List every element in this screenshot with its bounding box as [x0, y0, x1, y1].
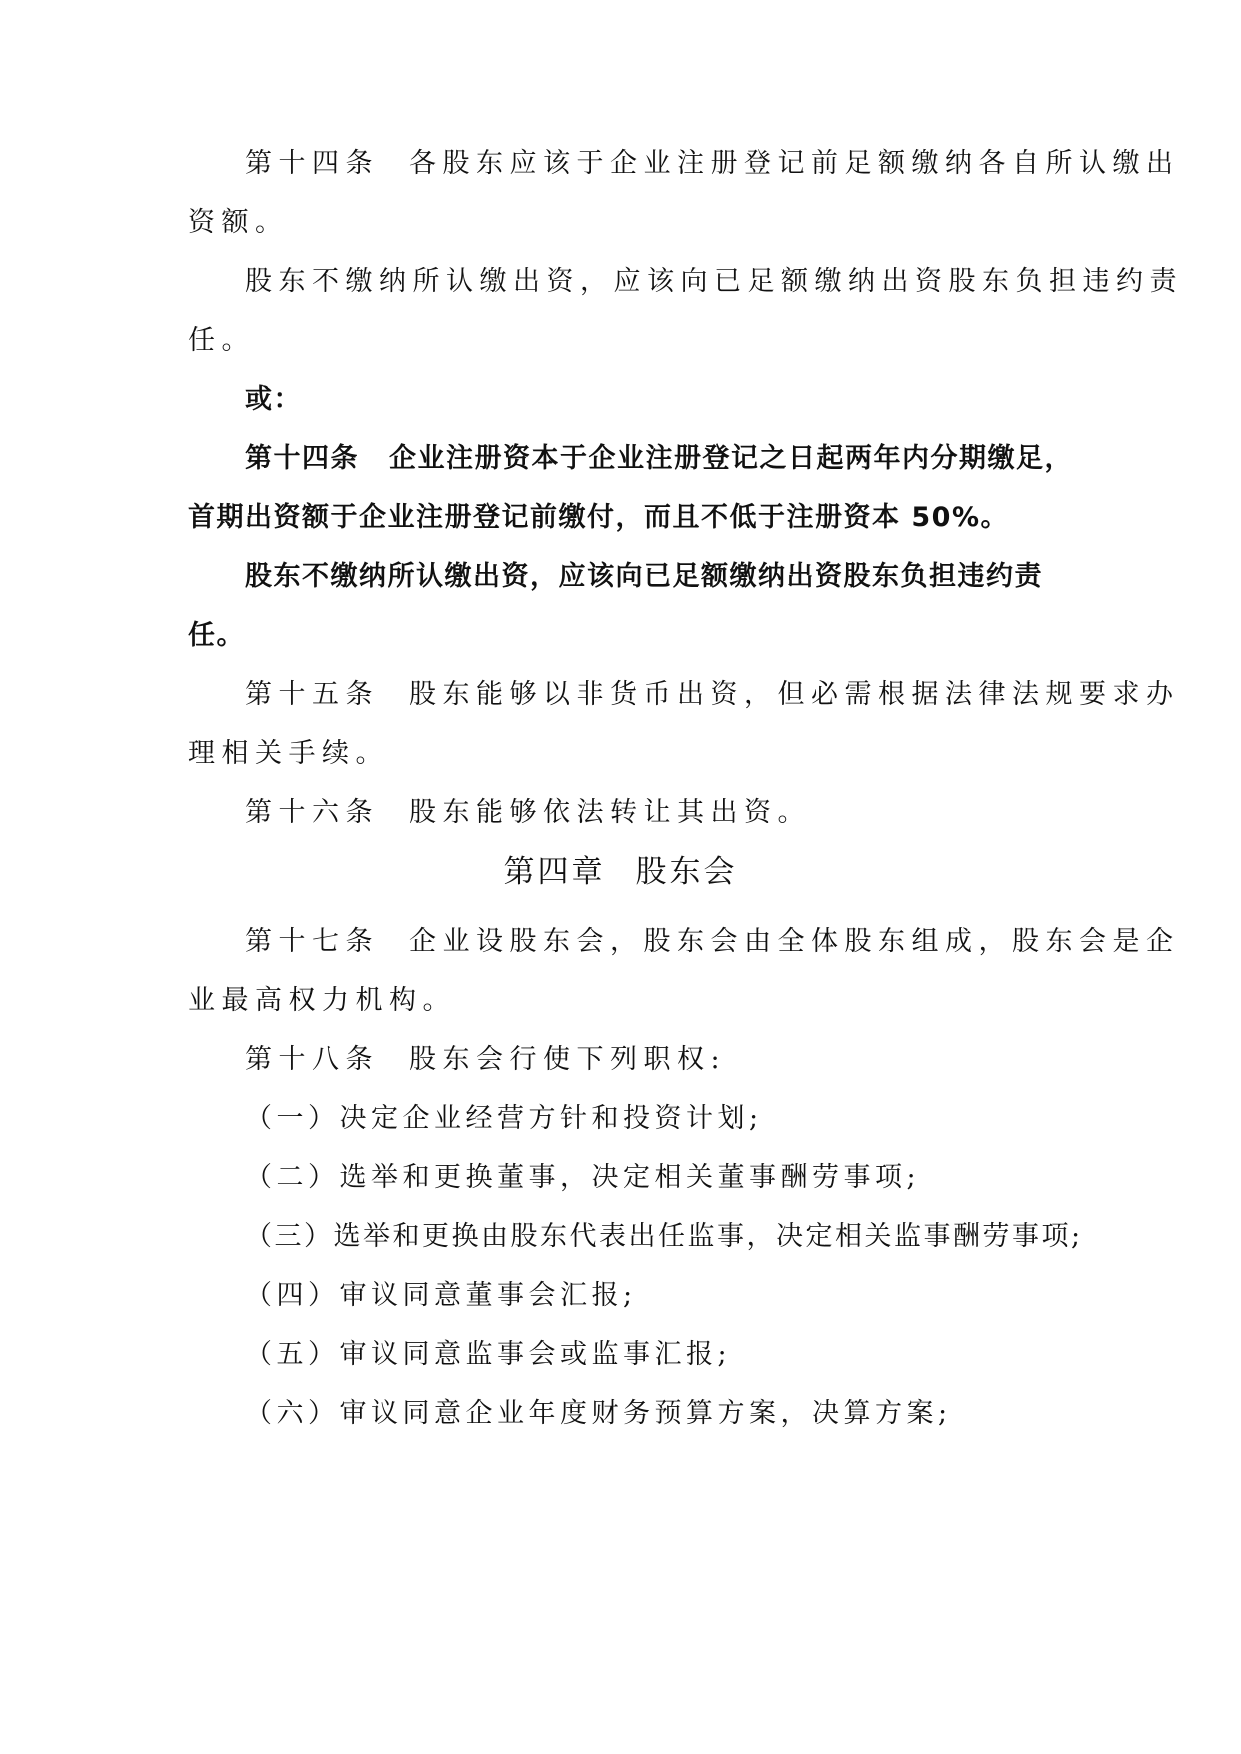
chapter-heading: [0, 850, 1241, 894]
article-18-line-1: [245, 1040, 1065, 1080]
article-17-number: 第十七条: [245, 926, 379, 957]
article-14-line-4: 任。: [188, 325, 255, 356]
article-16-line-1: [245, 793, 1065, 833]
article-16-text: 股东能够依法转让其出资。: [409, 797, 811, 828]
alt-article-14-number: 第十四条: [245, 443, 359, 474]
article-17-line-2: 业最高权力机构。: [188, 985, 456, 1016]
article-17-text: 企业设股东会，股东会由全体股东组成，股东会是企: [409, 926, 1180, 957]
alt-article-14-line-3: 股东不缴纳所认缴出资，应该向已足额缴纳出资股东负担违约责: [245, 561, 1043, 592]
alt-article-14-line-4: 任。: [188, 620, 245, 651]
article-14-line-1: [245, 144, 1180, 184]
article-18-number: 第十八条: [245, 1044, 379, 1075]
article-15-number: 第十五条: [245, 679, 379, 710]
article-15-text: 股东能够以非货币出资，但必需根据法律法规要求办: [409, 679, 1180, 710]
list-item-2: （二）选举和更换董事，决定相关董事酬劳事项;: [245, 1162, 921, 1193]
chapter-title: 股东会: [635, 854, 738, 890]
alt-article-14-line-1: [245, 439, 1073, 479]
article-18-text: 股东会行使下列职权:: [409, 1044, 727, 1075]
article-14-line-3: 股东不缴纳所认缴出资，应该向已足额缴纳出资股东负担违约责: [245, 266, 1183, 297]
article-15-line-1: [245, 675, 1180, 715]
list-item-1: （一）决定企业经营方针和投资计划;: [245, 1103, 763, 1134]
article-17-line-1: [245, 922, 1180, 962]
list-item-4: （四）审议同意董事会汇报;: [245, 1280, 637, 1311]
article-16-number: 第十六条: [245, 797, 379, 828]
article-15-line-2: 理相关手续。: [188, 738, 389, 769]
list-item-3: （三）选举和更换由股东代表出任监事，决定相关监事酬劳事项;: [245, 1221, 1083, 1252]
article-14-line-2: 资额。: [188, 207, 289, 238]
alt-article-14-line-2: 首期出资额于企业注册登记前缴付，而且不低于注册资本 50%。: [188, 502, 1010, 533]
chapter-number: 第四章: [503, 854, 606, 890]
list-item-5: （五）审议同意监事会或监事汇报;: [245, 1339, 732, 1370]
article-14-number: 第十四条: [245, 148, 379, 179]
article-14-text: 各股东应该于企业注册登记前足额缴纳各自所认缴出: [409, 148, 1180, 179]
alternative-label: 或：: [245, 384, 302, 415]
list-item-6: （六）审议同意企业年度财务预算方案，决算方案;: [245, 1398, 952, 1429]
alt-article-14-text: 企业注册资本于企业注册登记之日起两年内分期缴足，: [389, 443, 1073, 474]
